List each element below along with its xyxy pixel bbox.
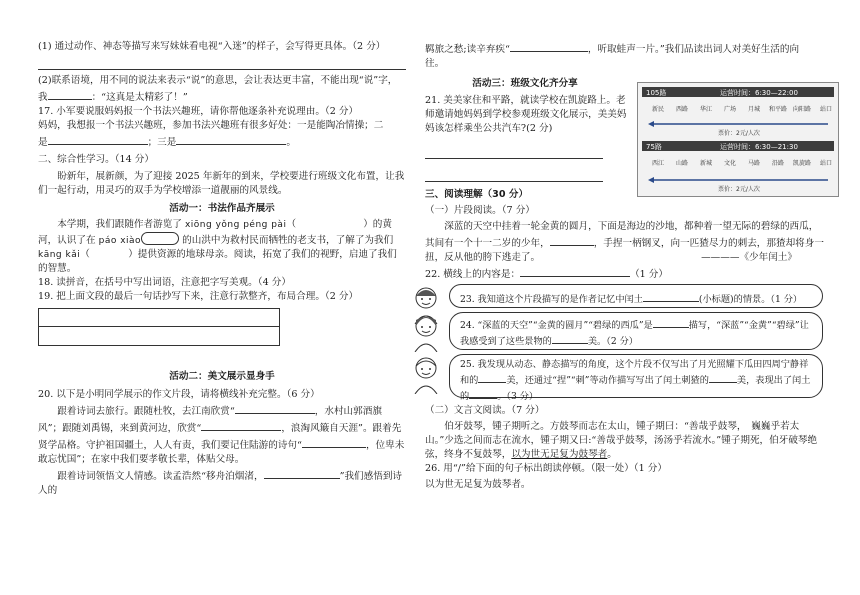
bubble: 23. 我知道这个片段描写的是作者记忆中闰土 (小标题)的情景。（1 分） bbox=[449, 284, 823, 308]
bus-stop-label: 文化 bbox=[723, 160, 737, 167]
route-1-fare: 票价：2元/人次 bbox=[718, 130, 760, 137]
intro-paragraph: 盼新年，展新颜，为了迎接 2025 年新年的到来，学校要进行班级文化布置，让我们一起行动，用灵巧的双手为学校增添一道靓丽的风景线。 bbox=[38, 171, 405, 196]
answer-blank[interactable] bbox=[643, 290, 699, 302]
q26-prompt: 26. 用“/”给下面的句子标出朗读停顿。（限一处）（1 分） bbox=[425, 463, 667, 474]
bus-stop-label: 西江 bbox=[651, 160, 665, 167]
pinyin-answer-box[interactable] bbox=[141, 232, 179, 245]
student-avatar-icon bbox=[411, 312, 441, 352]
answer-blank[interactable] bbox=[235, 402, 315, 414]
bus-stop-label: 凯旋路 bbox=[792, 160, 812, 167]
q19-prompt: 19. 把上面文段的最后一句话抄写下来，注意行款整齐，布局合理。（2 分） bbox=[38, 291, 359, 302]
reading-passage: 深蓝的天空中挂着一轮金黄的圆月，下面是海边的沙地，都种着一望无际的碧绿的西瓜，其间有一个十一二岁的少年， ，手捏一柄钢叉，向一匹猹尽力的刺去，那猹却将身一扭，反从他的胯下逃走了。 bbox=[425, 221, 824, 263]
activity-3-title: 活动三：班级文化齐分享 bbox=[472, 78, 578, 89]
bus-stop-label: 向阳路 bbox=[792, 106, 812, 113]
essay-paragraph-2: 跟着诗词领悟文人情感。读孟浩然“移舟泊烟渚， ”我们感悟到诗人的 bbox=[38, 467, 406, 498]
answer-blank[interactable] bbox=[552, 332, 588, 344]
right-top-text bbox=[425, 40, 800, 71]
q18-prompt: 18. 读拼音，在括号中写出词语，注意把字写美观。（4 分） bbox=[38, 277, 291, 288]
bus-stop-label: 新民 bbox=[651, 106, 665, 113]
route-1-number: 105路 bbox=[646, 89, 667, 97]
q16-item-1: (1) 通过动作、神态等描写来写妹妹看电视“入迷”的样子，会写得更具体。（2 分） bbox=[38, 41, 386, 52]
student-avatar-icon bbox=[411, 354, 441, 394]
answer-blank[interactable] bbox=[520, 265, 630, 277]
q22-prompt: 22. 横线上的内容是： （1 分） bbox=[425, 265, 825, 282]
activity-2-title: 活动二：美文展示显身手 bbox=[169, 371, 275, 382]
answer-blank[interactable] bbox=[302, 436, 366, 448]
answer-line[interactable] bbox=[425, 169, 603, 182]
passage-source: ————《少年闰土》 bbox=[701, 252, 797, 263]
answer-blank[interactable] bbox=[510, 40, 588, 52]
essay-paragraph: 跟着诗词去旅行。跟随杜牧，去江南欣赏“ ，水村山郭酒旗风”；跟随刘禹锡，来到黄河边，欣赏“ ，浪淘风簸自天涯”。跟着先贤学品格。守护祖国疆土，人人有责，我们要记住陆游的诗句“ ，位卑未敢忘忧国”；在家中我们要孝敬长辈，体贴父母。 bbox=[38, 402, 406, 467]
answer-blank[interactable] bbox=[709, 371, 737, 383]
speech-bubble-q25 bbox=[425, 354, 825, 400]
speech-bubble-q23 bbox=[425, 284, 825, 310]
bus-stop-label: 和平路 bbox=[768, 106, 788, 113]
bus-stop-label: 华江 bbox=[699, 106, 713, 113]
route-2-number: 75路 bbox=[646, 143, 662, 151]
answer-blank[interactable] bbox=[176, 133, 286, 145]
answer-blank[interactable] bbox=[201, 419, 281, 431]
answer-blank[interactable] bbox=[264, 467, 340, 479]
classical-passage: 伯牙鼓琴，锺子期听之。方鼓琴而志在太山，锺子期曰：“善哉乎鼓琴， 巍巍乎若太山。”少选之间而志在流水，锺子期又曰:“善哉乎鼓琴，汤汤乎若流水。”锺子期死，伯牙破琴绝弦，终身不复鼓琴，以为世无足复为鼓琴者。 bbox=[425, 421, 818, 460]
subsection-1-heading: （一）片段阅读。（7 分） bbox=[425, 205, 535, 216]
bus-stop-label: 新城 bbox=[699, 160, 713, 167]
answer-blank[interactable] bbox=[48, 88, 92, 100]
left-column bbox=[38, 40, 406, 498]
speech-bubble-q24 bbox=[425, 312, 825, 352]
subsection-2-heading: （二）文言文阅读。（7 分） bbox=[425, 405, 545, 416]
q20-prompt: 20. 以下是小明同学展示的作文片段，请将横线补充完整。（6 分） bbox=[38, 389, 320, 400]
pinyin-paragraph: 本学期，我们跟随作者游览了 xiōng yǒng péng pài（ ）的黄河，认识了在 páo xiào 的山洪中为救村民而牺牲的老支书，了解了为我们 kāng kǎi（ ）提供资源的地球母亲。阅读，拓宽了我们的视野，启迪了我们的智慧。 bbox=[38, 219, 397, 274]
q16-item-2-answer: 我 ：“这真是太精彩了！” bbox=[38, 88, 406, 105]
q17-text: 妈妈，我想报一个书法兴趣班，参加书法兴趣班有很多好处：一是能陶冶情操；二 bbox=[38, 120, 384, 131]
answer-line[interactable] bbox=[425, 146, 603, 159]
bus-stop-label: 山路 bbox=[675, 160, 689, 167]
answer-blank[interactable] bbox=[48, 133, 148, 145]
q26-sentence: 以为世无足复为鼓琴者。 bbox=[425, 479, 531, 490]
q17-answer: 是 ；三是 。 bbox=[38, 133, 406, 150]
answer-blank[interactable] bbox=[478, 371, 506, 383]
answer-blank[interactable] bbox=[469, 387, 497, 399]
section-3-heading: 三、阅读理解（30 分） bbox=[425, 189, 529, 200]
bus-stop-label: 西路 bbox=[675, 106, 689, 113]
q21-prompt: 21. 美美家住和平路，就读学校在凯旋路上。老师邀请她妈妈到学校参观班级文化展示，美美妈妈该怎样乘坐公共汽车?(2 分) bbox=[425, 95, 627, 134]
bus-stop-label: 沿路 bbox=[771, 160, 785, 167]
bus-route-map bbox=[637, 82, 839, 197]
route-2-fare: 票价：2元/人次 bbox=[718, 186, 760, 193]
bus-stop-label: 月城 bbox=[747, 106, 761, 113]
essay-continuation: 羁旅之愁;读辛弃疾“ ，听取蛙声一片。”我们品读出词人对美好生活的向往。 bbox=[425, 40, 815, 71]
q17-prompt: 17. 小军要说服妈妈报一个书法兴趣班，请你帮他逐条补充说理由。（2 分） bbox=[38, 106, 359, 117]
route-1-hours: 运营时间：6:30—22:00 bbox=[720, 89, 798, 97]
bus-stop-label: 站口 bbox=[819, 160, 833, 167]
section-2-heading: 二、综合性学习。（14 分） bbox=[38, 154, 154, 165]
bus-stop-label: 马路 bbox=[747, 160, 761, 167]
bus-stop-label: 广场 bbox=[723, 106, 737, 113]
activity-1-title: 活动一：书法作品齐展示 bbox=[169, 203, 275, 214]
bubble: 25. 我发现从动态、静态描写的角度，这个片段不仅写出了月光照耀下瓜田四周宁静祥和的 美，还通过“捏”“刺”等动作描写写出了闰土刺猹的 美，表现出了闰土的 。（3 分） bbox=[449, 354, 823, 398]
bubble: 24. “深蓝的天空”“金黄的圆月”“碧绿的西瓜”是 描写，“深蓝”“金黄”“碧绿”让我感受到了这些景物的 美。（2 分） bbox=[449, 312, 823, 350]
bus-stop-label: 站口 bbox=[819, 106, 833, 113]
q16-item-2: (2)联系语境，用不同的说法来表示“说”的意思，会让表达更丰富，不能出现“说”字， bbox=[38, 75, 398, 86]
answer-line[interactable] bbox=[38, 57, 406, 70]
route-2-hours: 运营时间：6:30—21:30 bbox=[720, 143, 798, 151]
answer-blank[interactable] bbox=[653, 316, 689, 328]
copy-writing-box[interactable] bbox=[38, 308, 280, 346]
answer-blank[interactable] bbox=[550, 234, 594, 246]
